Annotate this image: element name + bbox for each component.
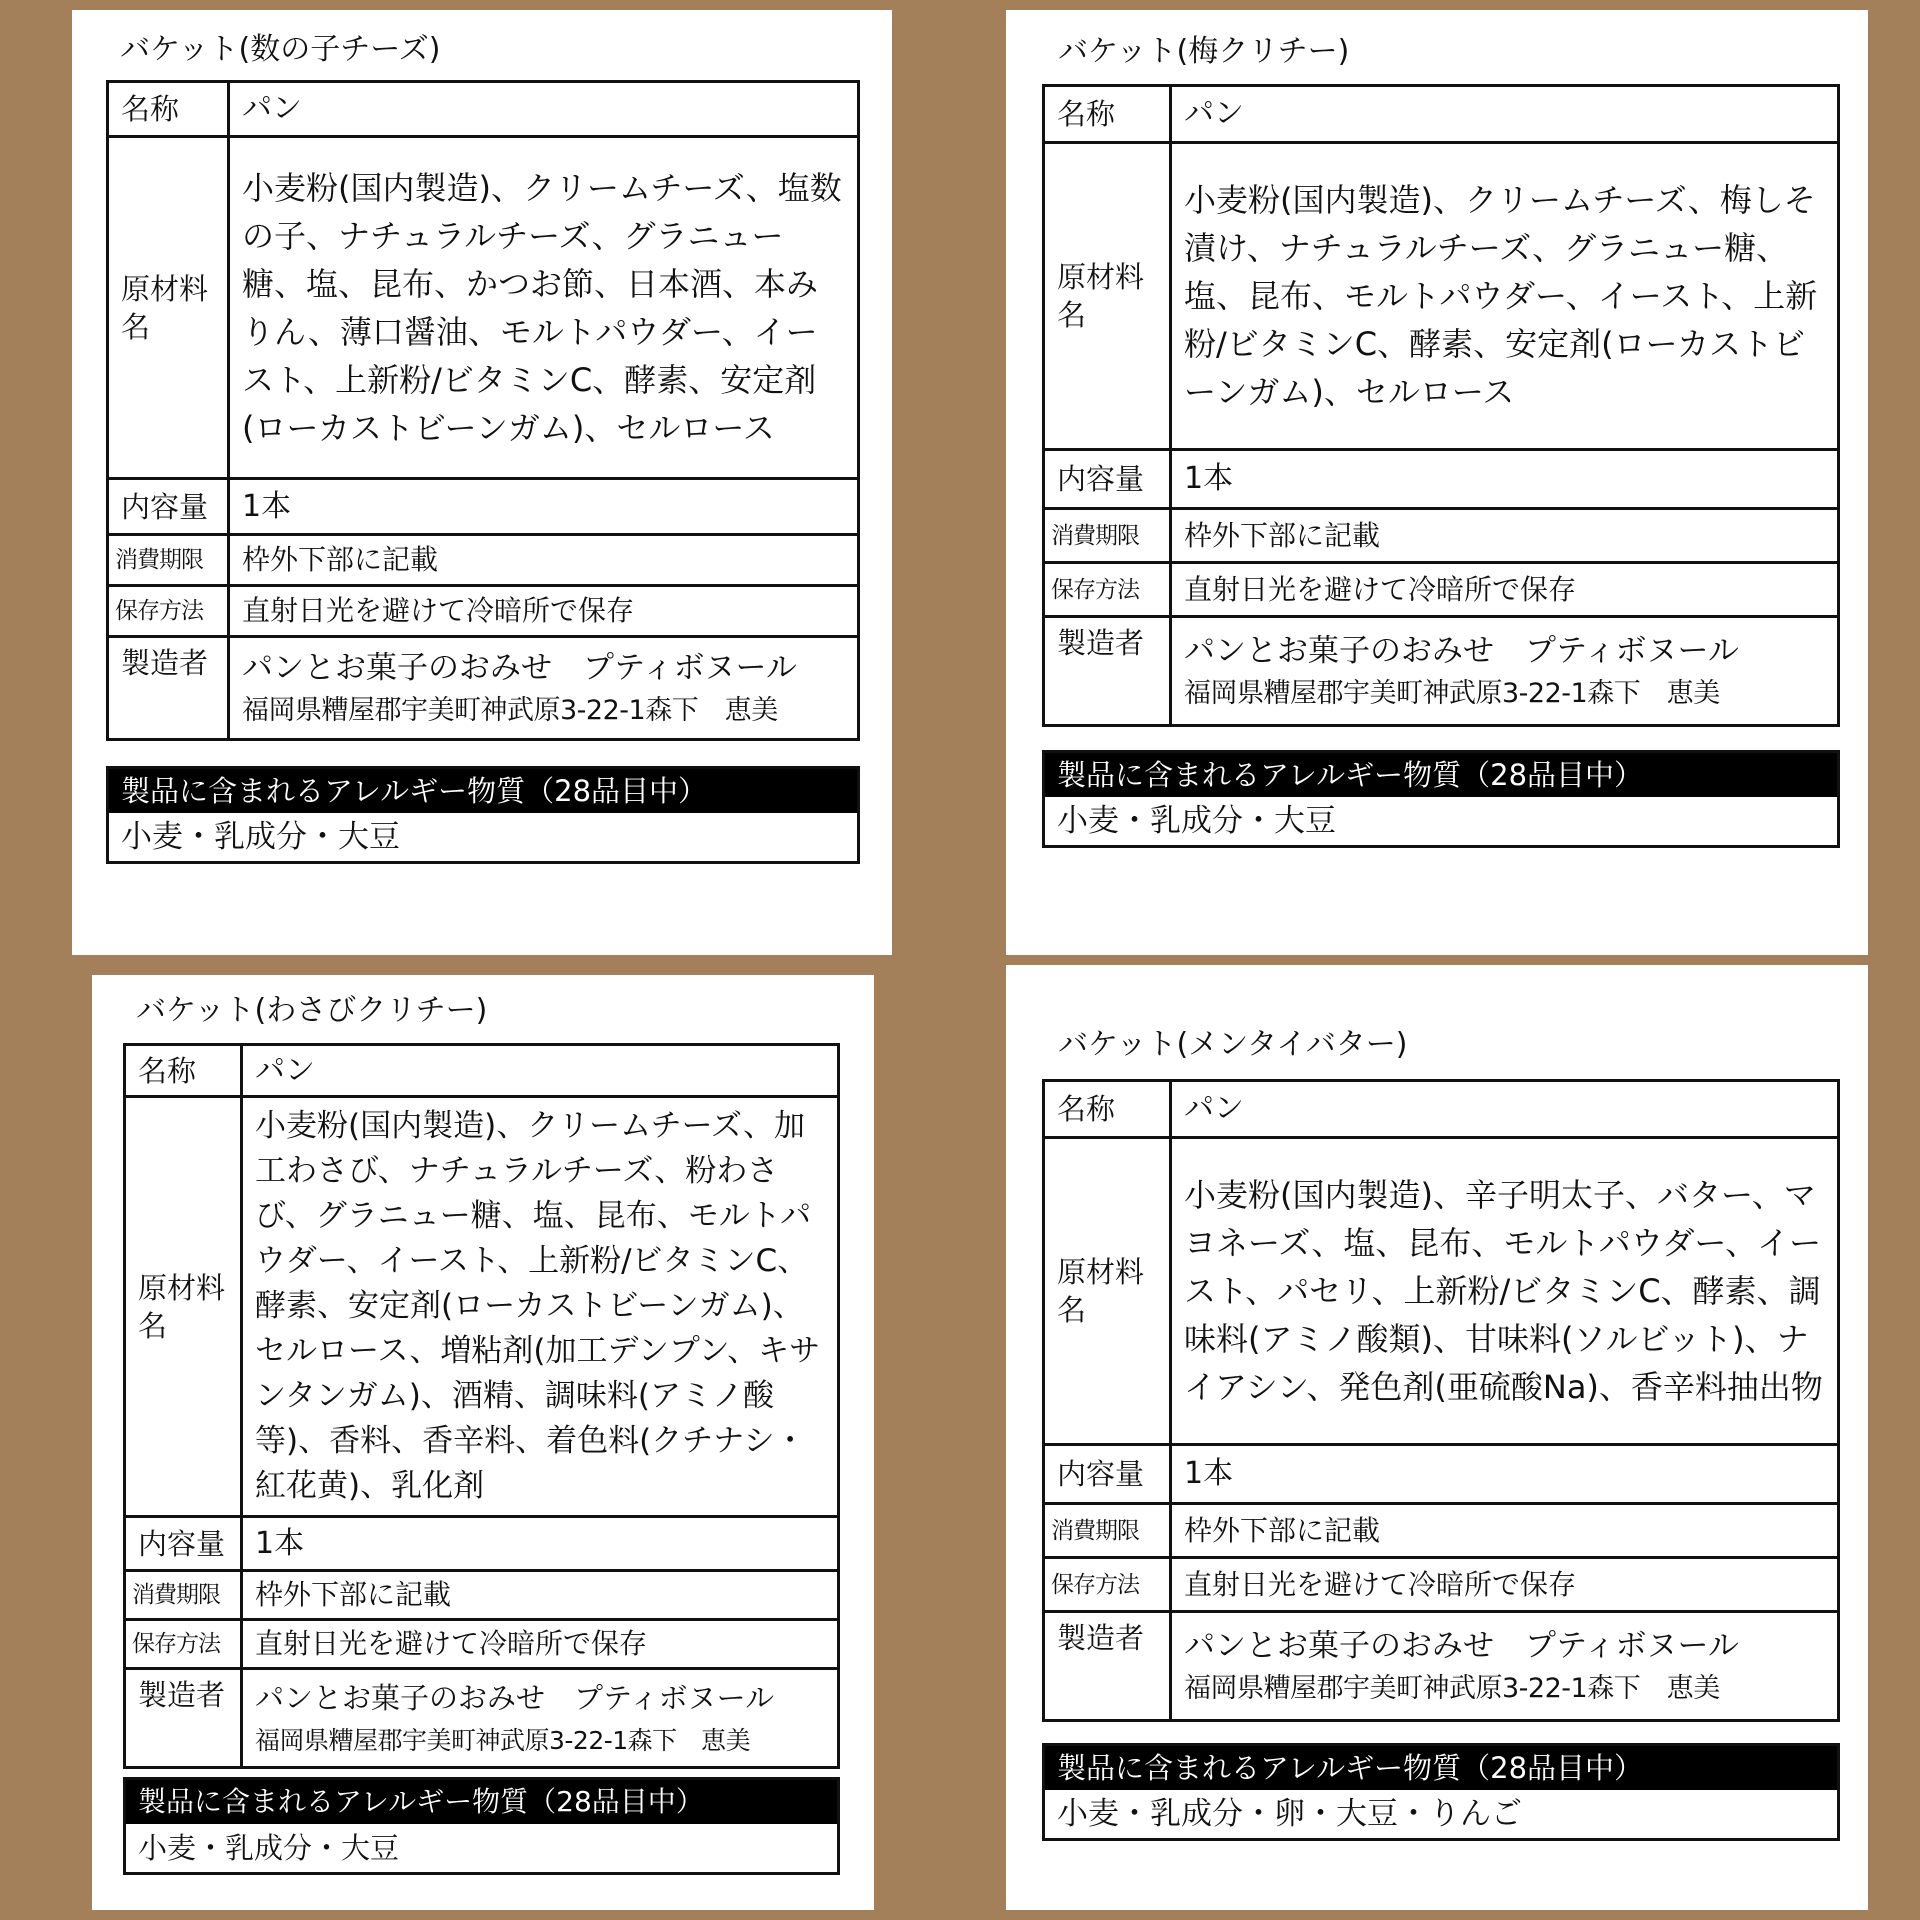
storage-key: 保存方法 bbox=[1044, 563, 1171, 617]
maker-name: パンとお菓子のおみせ プティボヌール bbox=[242, 650, 797, 686]
label-table bbox=[106, 80, 860, 741]
allergy-value: 小麦・乳成分・大豆 bbox=[1057, 803, 1336, 839]
label-card-2 bbox=[1006, 10, 1868, 955]
allergy-header: 製品に含まれるアレルギー物質（28品目中） bbox=[126, 1780, 837, 1824]
name-key: 名称 bbox=[108, 82, 229, 137]
name-value: パン bbox=[242, 1045, 839, 1097]
storage-key: 保存方法 bbox=[125, 1620, 242, 1669]
storage-value: 直射日光を避けて冷暗所で保存 bbox=[1171, 1558, 1839, 1612]
label-table bbox=[1042, 1079, 1840, 1722]
content-key: 内容量 bbox=[125, 1517, 242, 1571]
allergy-header: 製品に含まれるアレルギー物質（28品目中） bbox=[109, 769, 857, 813]
ingredients-value: 小麦粉(国内製造)、クリームチーズ、塩数の子、ナチュラルチーズ、グラニュー糖、塩、昆布、かつお節、日本酒、本みりん、薄口醤油、モルトパウダー、イースト、上新粉/ビタミンC、酵素、安定剤(ローカストビーンガム)、セルロース bbox=[229, 137, 859, 479]
name-value: パン bbox=[1171, 1081, 1839, 1138]
product-title: バケット(メンタイバター) bbox=[1058, 1027, 1408, 1062]
maker-key: 製造者 bbox=[125, 1669, 242, 1768]
maker-address: 福岡県糟屋郡宇美町神武原3-22-1森下 恵美 bbox=[1184, 678, 1720, 709]
allergy-header: 製品に含まれるアレルギー物質（28品目中） bbox=[1045, 1746, 1837, 1790]
allergy-box bbox=[106, 766, 860, 864]
maker-key: 製造者 bbox=[1044, 617, 1171, 726]
storage-value: 直射日光を避けて冷暗所で保存 bbox=[229, 586, 859, 637]
expiry-value: 枠外下部に記載 bbox=[242, 1571, 839, 1620]
allergy-box bbox=[123, 1777, 840, 1875]
expiry-value: 枠外下部に記載 bbox=[1171, 509, 1839, 563]
ingredients-value: 小麦粉(国内製造)、辛子明太子、バター、マヨネーズ、塩、昆布、モルトパウダー、イースト、パセリ、上新粉/ビタミンC、酵素、調味料(アミノ酸類)、甘味料(ソルビット)、ナイアシン、発色剤(亜硫酸Na)、香辛料抽出物 bbox=[1171, 1138, 1839, 1445]
allergy-value: 小麦・乳成分・卵・大豆・りんご bbox=[1057, 1796, 1522, 1832]
storage-key: 保存方法 bbox=[108, 586, 229, 637]
content-value: 1本 bbox=[1171, 1445, 1839, 1504]
maker-key: 製造者 bbox=[108, 637, 229, 740]
label-table bbox=[1042, 84, 1840, 727]
content-key: 内容量 bbox=[108, 479, 229, 535]
content-key: 内容量 bbox=[1044, 450, 1171, 509]
maker-name: パンとお菓子のおみせ プティボヌール bbox=[1184, 1628, 1739, 1664]
storage-value: 直射日光を避けて冷暗所で保存 bbox=[1171, 563, 1839, 617]
product-title: バケット(わさびクリチー) bbox=[136, 993, 488, 1028]
expiry-value: 枠外下部に記載 bbox=[229, 535, 859, 586]
maker-value bbox=[242, 1669, 839, 1768]
content-key: 内容量 bbox=[1044, 1445, 1171, 1504]
content-value: 1本 bbox=[229, 479, 859, 535]
content-value: 1本 bbox=[1171, 450, 1839, 509]
ingredients-key: 原材料名 bbox=[1044, 1138, 1171, 1445]
maker-value bbox=[1171, 1612, 1839, 1721]
product-title: バケット(梅クリチー) bbox=[1058, 34, 1350, 69]
maker-address: 福岡県糟屋郡宇美町神武原3-22-1森下 恵美 bbox=[1184, 1673, 1720, 1704]
name-value: パン bbox=[229, 82, 859, 137]
expiry-key: 消費期限 bbox=[125, 1571, 242, 1620]
label-table bbox=[123, 1043, 840, 1769]
allergy-value: 小麦・乳成分・大豆 bbox=[138, 1831, 400, 1865]
ingredients-value: 小麦粉(国内製造)、クリームチーズ、梅しそ漬け、ナチュラルチーズ、グラニュー糖、塩、昆布、モルトパウダー、イースト、上新粉/ビタミンC、酵素、安定剤(ローカストビーンガム)、セルロース bbox=[1171, 143, 1839, 450]
storage-value: 直射日光を避けて冷暗所で保存 bbox=[242, 1620, 839, 1669]
product-title: バケット(数の子チーズ) bbox=[120, 32, 441, 67]
maker-address: 福岡県糟屋郡宇美町神武原3-22-1森下 恵美 bbox=[255, 1726, 751, 1755]
ingredients-key: 原材料名 bbox=[1044, 143, 1171, 450]
maker-address: 福岡県糟屋郡宇美町神武原3-22-1森下 恵美 bbox=[242, 695, 778, 726]
name-value: パン bbox=[1171, 86, 1839, 143]
label-card-3 bbox=[92, 975, 874, 1910]
expiry-key: 消費期限 bbox=[1044, 509, 1171, 563]
ingredients-value: 小麦粉(国内製造)、クリームチーズ、加工わさび、ナチュラルチーズ、粉わさび、グラニュー糖、塩、昆布、モルトパウダー、イースト、上新粉/ビタミンC、酵素、安定剤(ローカストビーンガム)、セルロース、増粘剤(加工デンプン、キサンタンガム)、酒精、調味料(アミノ酸等)、香料、香辛料、着色料(クチナシ・紅花黄)、乳化剤 bbox=[242, 1097, 839, 1517]
maker-key: 製造者 bbox=[1044, 1612, 1171, 1721]
name-key: 名称 bbox=[125, 1045, 242, 1097]
storage-key: 保存方法 bbox=[1044, 1558, 1171, 1612]
ingredients-key: 原材料名 bbox=[125, 1097, 242, 1517]
content-value: 1本 bbox=[242, 1517, 839, 1571]
expiry-value: 枠外下部に記載 bbox=[1171, 1504, 1839, 1558]
name-key: 名称 bbox=[1044, 86, 1171, 143]
maker-name: パンとお菓子のおみせ プティボヌール bbox=[1184, 633, 1739, 669]
allergy-value: 小麦・乳成分・大豆 bbox=[121, 819, 400, 855]
expiry-key: 消費期限 bbox=[108, 535, 229, 586]
maker-value bbox=[1171, 617, 1839, 726]
allergy-box bbox=[1042, 750, 1840, 848]
allergy-box bbox=[1042, 1743, 1840, 1841]
expiry-key: 消費期限 bbox=[1044, 1504, 1171, 1558]
maker-name: パンとお菓子のおみせ プティボヌール bbox=[255, 1681, 775, 1715]
name-key: 名称 bbox=[1044, 1081, 1171, 1138]
label-card-4 bbox=[1006, 965, 1868, 1910]
allergy-header: 製品に含まれるアレルギー物質（28品目中） bbox=[1045, 753, 1837, 797]
label-card-1 bbox=[72, 10, 892, 955]
maker-value bbox=[229, 637, 859, 740]
ingredients-key: 原材料名 bbox=[108, 137, 229, 479]
